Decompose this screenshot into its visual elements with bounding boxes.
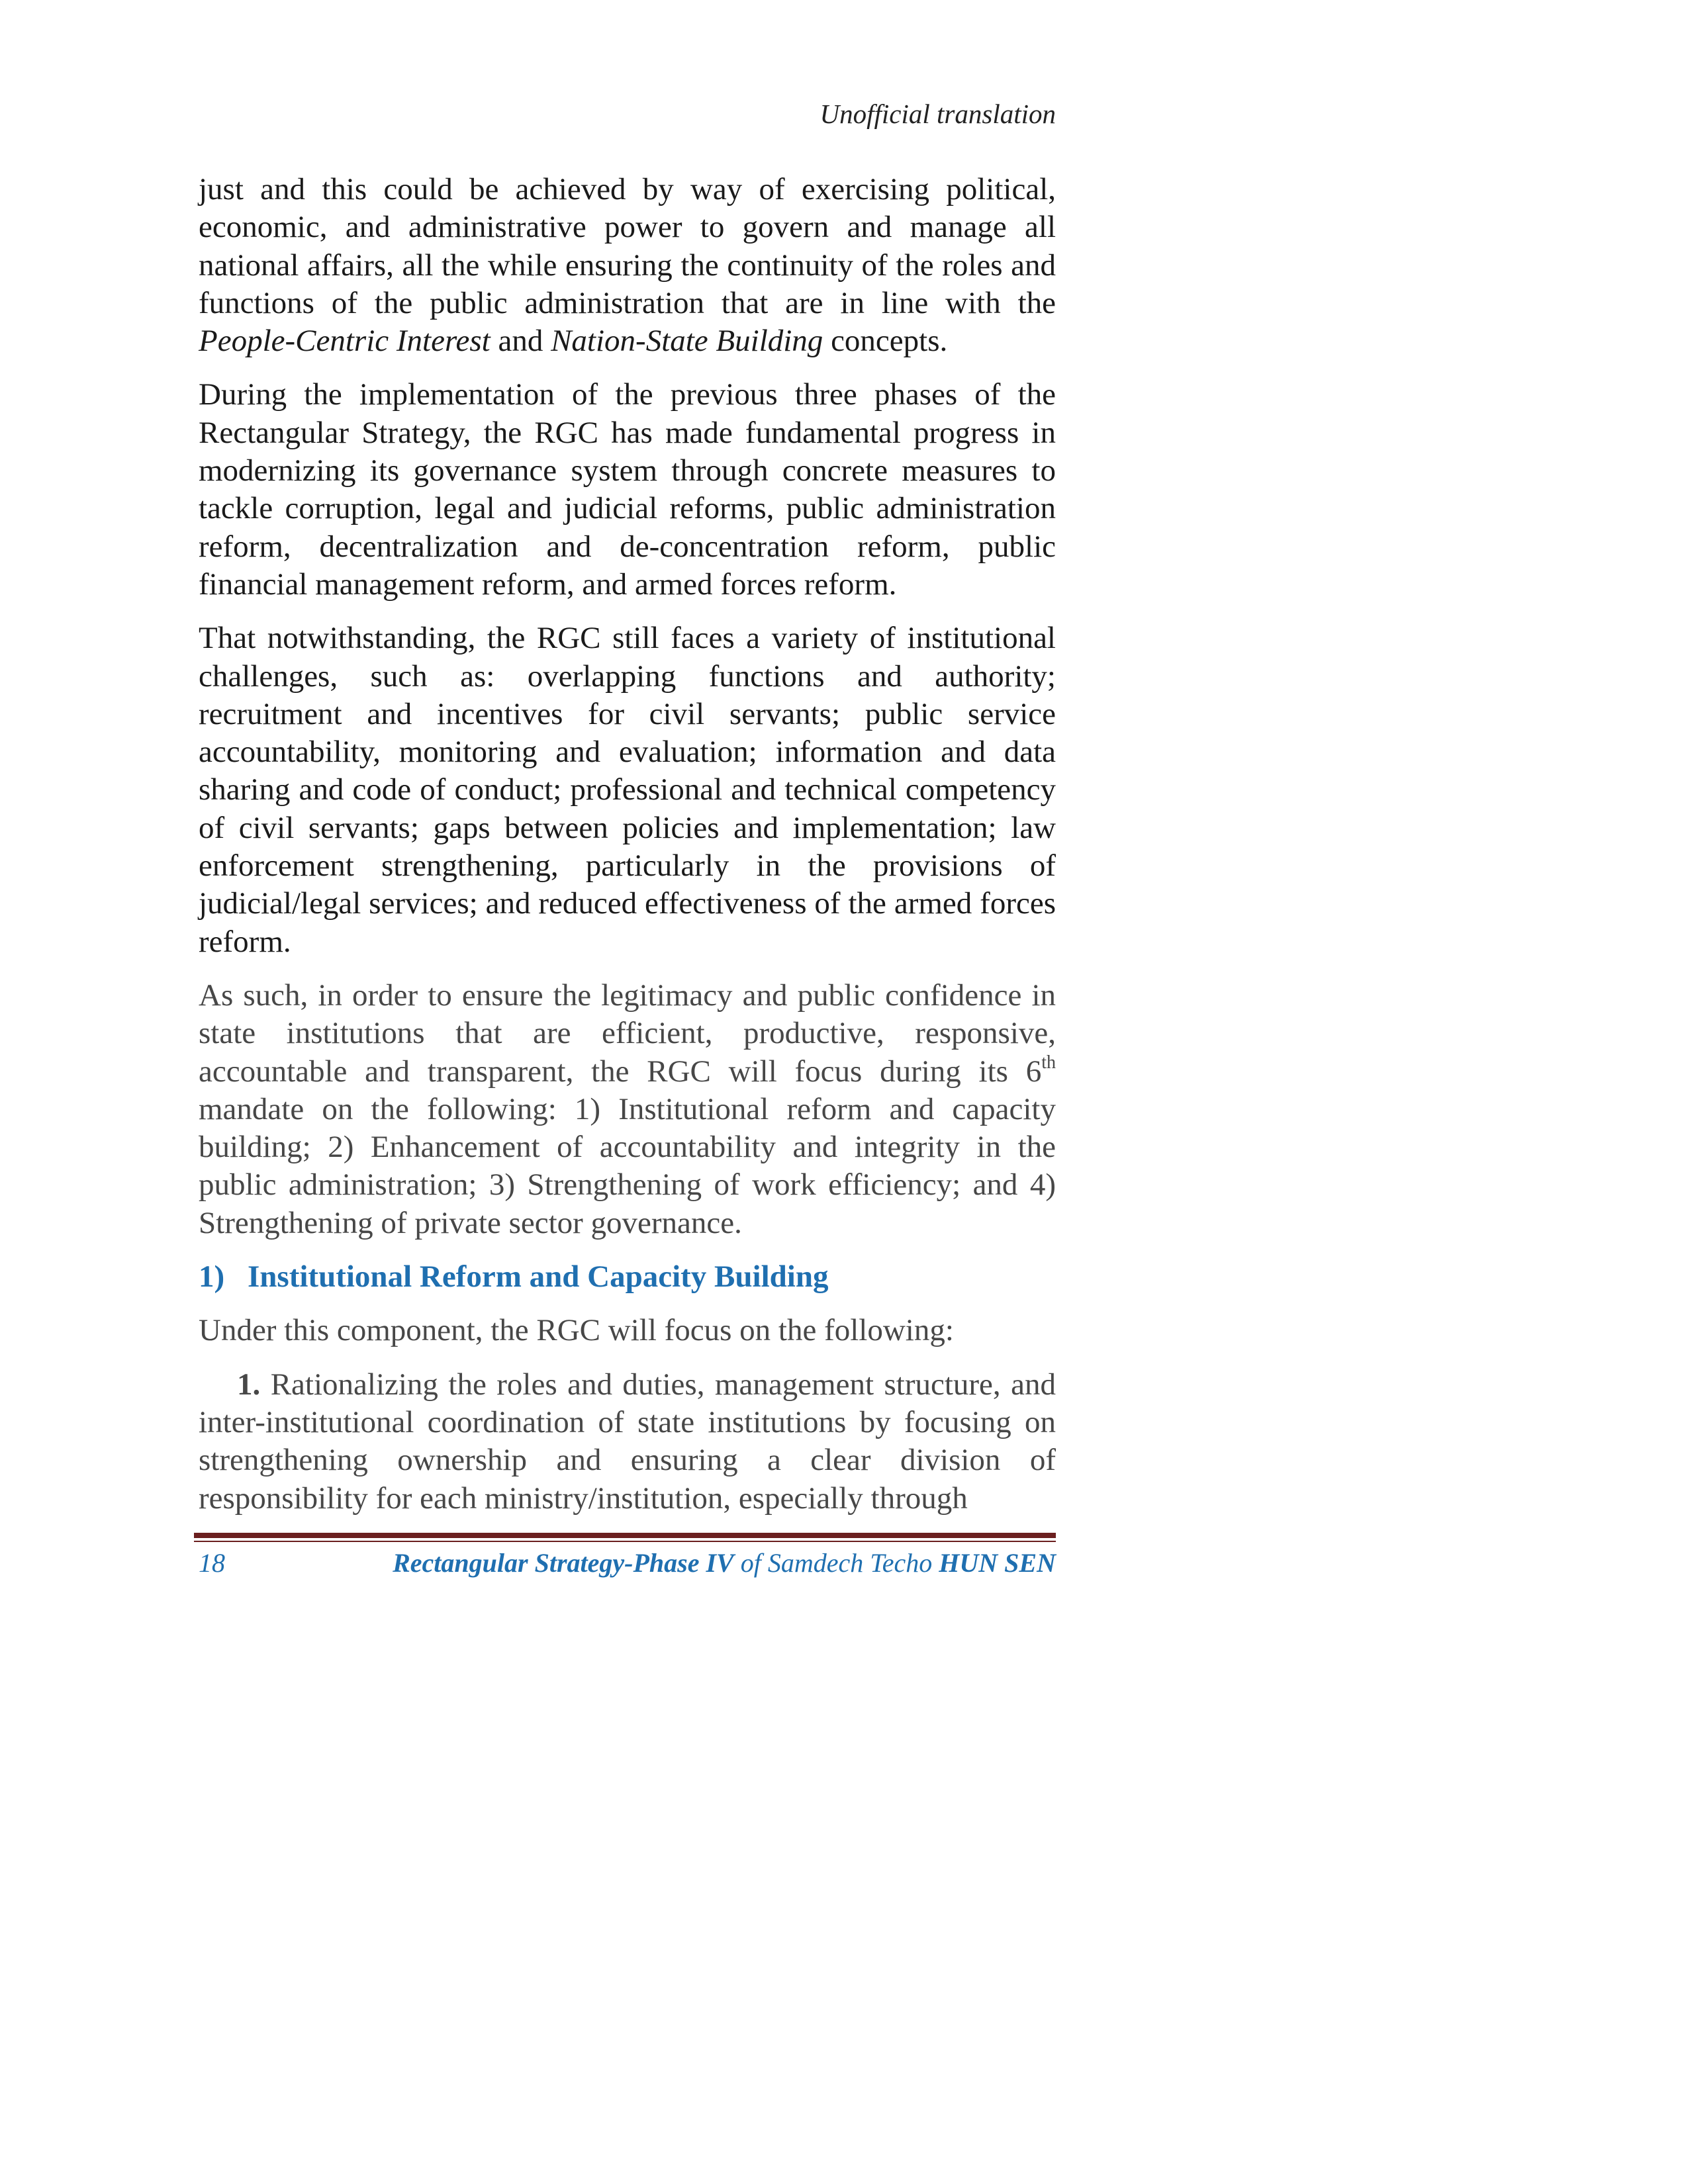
running-header: Unofficial translation bbox=[820, 99, 1056, 129]
section-heading-text: Institutional Reform and Capacity Building bbox=[248, 1259, 829, 1295]
list-item-1-number: 1. bbox=[237, 1367, 261, 1402]
list-item-1 bbox=[199, 1366, 1056, 1518]
section-heading-number: 1) bbox=[199, 1259, 225, 1295]
page-number: 18 bbox=[199, 1548, 225, 1578]
term-people-centric: People-Centric Interest bbox=[199, 324, 491, 359]
paragraph-4 bbox=[199, 977, 1056, 1242]
footer-title-strategy: Rectangular Strategy-Phase IV bbox=[393, 1548, 734, 1578]
section-heading bbox=[199, 1258, 1056, 1296]
footer-rule-thick bbox=[194, 1533, 1056, 1538]
footer-title-of: of Samdech Techo bbox=[733, 1548, 939, 1578]
paragraph-1 bbox=[199, 171, 1056, 360]
ordinal-suffix: th bbox=[1041, 1052, 1056, 1073]
footer-rule-thin bbox=[194, 1541, 1056, 1542]
paragraph-5: Under this component, the RGC will focus on the following: bbox=[199, 1313, 954, 1348]
paragraph-1-text-b: and bbox=[490, 324, 551, 359]
term-nation-state: Nation-State Building bbox=[551, 324, 823, 359]
footer-title-name: HUN SEN bbox=[939, 1548, 1056, 1578]
footer-title bbox=[393, 1547, 1056, 1578]
paragraph-4-text-a: As such, in order to ensure the legitimacy and public confidence in state institutions that are efficient, productive, responsive, accountable and transparent, the RGC will focus during its 6 bbox=[199, 978, 1056, 1089]
paragraph-4-text-b: mandate on the following: 1) Institutional reform and capacity building; 2) Enhancement of accountability and integrity in the public administration; 3) Strengthening of work efficiency; and 4) Strengthening of private sector governance. bbox=[199, 1091, 1056, 1240]
paragraph-2: During the implementation of the previous three phases of the Rectangular Strategy, the RGC has made fundamental progress in modernizing its governance system through concrete measures to tackle corruption, legal and judicial reforms, public administration reform, decentralization and de-concentration reform, public financial management reform, and armed forces reform. bbox=[199, 377, 1056, 602]
paragraph-1-text-c: concepts. bbox=[823, 324, 948, 359]
list-item-1-text: Rationalizing the roles and duties, management structure, and inter-institutional coordination of state institutions by focusing on strengthening ownership and ensuring a clear division of responsibility for each ministry/institution, especially through bbox=[199, 1367, 1056, 1516]
paragraph-3: That notwithstanding, the RGC still faces a variety of institutional challenges, such as: overlapping functions and authority; recruitment and incentives for civil servants; public service accountability, monitoring and evaluation; information and data sharing and code of conduct; professional and technical competency of civil servants; gaps between policies and implementation; law enforcement strengthening, particularly in the provisions of judicial/legal services; and reduced effectiveness of the armed forces reform. bbox=[199, 621, 1056, 959]
page-body bbox=[199, 171, 1056, 1533]
paragraph-1-text-a: just and this could be achieved by way of exercising political, economic, and administrative power to govern and manage all national affairs, all the while ensuring the continuity of the roles and functions of the public administration that are in line with the bbox=[199, 172, 1056, 320]
